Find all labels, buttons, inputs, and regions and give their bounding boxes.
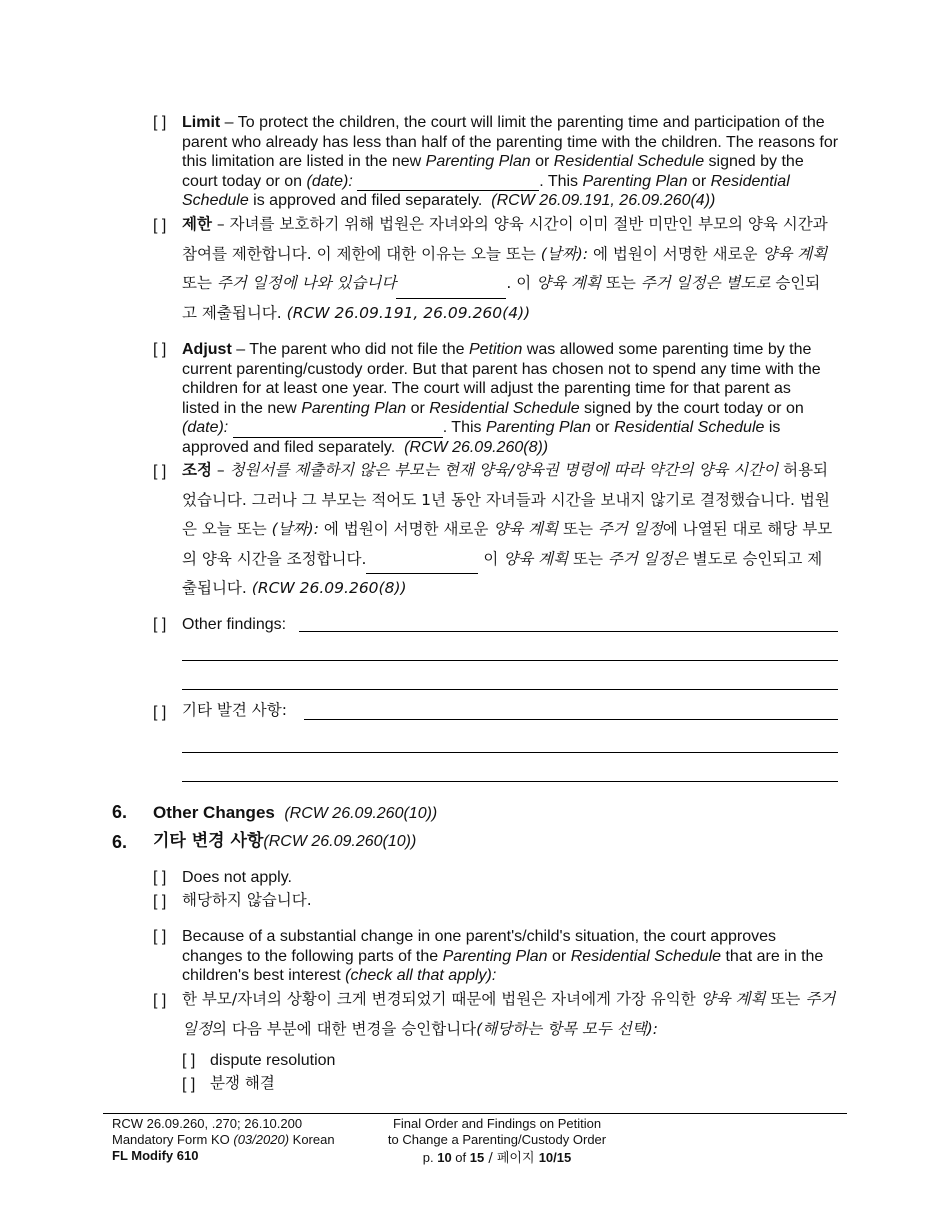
page-number: p. 10 of 15 / 페이지 10/15 — [422, 1150, 572, 1166]
because-checkbox[interactable]: [ ] — [153, 928, 167, 945]
section-6-ko-number: 6. — [112, 832, 128, 852]
adjust-checkbox[interactable]: [ ] — [153, 341, 167, 358]
limit-ko-date-line[interactable] — [396, 284, 506, 299]
other-findings-line-1[interactable] — [299, 631, 838, 632]
section-6-ko-heading: 기타 변경 사항(RCW 26.09.260(10)) — [153, 831, 417, 851]
footer-rule — [103, 1113, 847, 1114]
other-findings-line-2[interactable] — [182, 660, 838, 661]
dispute-label: dispute resolution — [210, 1052, 336, 1069]
other-findings-ko-checkbox[interactable]: [ ] — [153, 704, 167, 721]
footer-left: RCW 26.09.260, .270; 26.10.200 Mandatory Form KO (03/2020) Korean FL Modify 610 — [112, 1116, 335, 1163]
limit-paragraph: Limit – To protect the children, the court will limit the parenting time and participation of the parent who already has less than half of the parenting time with the children. The reasons for this limitation are listed in the new Parenting Plan or Residential Schedule signed by the court today or on (date): . This Parenting Plan or Residential Schedule is approved and filed separately. (RCW 26.09.191, 26.09.260(4)) — [182, 114, 839, 209]
other-findings-ko-label: 기타 발견 사항: — [182, 701, 287, 719]
adjust-ko-paragraph: 조정 – 청원서를 제출하지 않은 부모는 현재 양육/양육권 명령에 따라 약간의 양육 시간이 허용되었습니다. 그러나 그 부모는 적어도 1년 동안 자녀들과 시간을 보내지 않기로 결정했습니다. 법원은 오늘 또는 (날짜): 에 법원이 서명한 새로운 양육 계획 또는 주거 일정에 나열된 대로 해당 부모의 양육 시간을 조정합니다. 이 양육 계획 또는 주거 일정은 별도로 승인되고 제출됩니다. (RCW 26.09.260(8)) — [182, 461, 833, 597]
not-apply-ko-checkbox[interactable]: [ ] — [153, 893, 167, 910]
because-ko-paragraph: 한 부모/자녀의 상황이 크게 변경되었기 때문에 법원은 자녀에게 가장 유익한 양육 계획 또는 주거 일정의 다음 부분에 대한 변경을 승인합니다(해당하는 항목 모두 선택): — [182, 990, 836, 1038]
limit-title: Limit — [182, 114, 221, 131]
section-6-heading: Other Changes (RCW 26.09.260(10)) — [153, 803, 438, 822]
limit-ko-paragraph: 제한 – 자녀를 보호하기 위해 법원은 자녀와의 양육 시간이 이미 절반 미만인 부모의 양육 시간과 참여를 제한합니다. 이 제한에 대한 이유는 오늘 또는 (날짜): 에 법원이 서명한 새로운 양육 계획또는 주거 일정에 나와 있습니다 . 이 양육 계획 또는 주거 일정은 별도로 승인되고 제출됩니다. (RCW 26.09.191, 26.09.260(4)) — [182, 215, 828, 322]
limit-date-line[interactable] — [357, 176, 539, 191]
other-findings-ko-line-1[interactable] — [304, 719, 838, 720]
other-findings-checkbox[interactable]: [ ] — [153, 616, 167, 633]
adjust-ko-checkbox[interactable]: [ ] — [153, 463, 167, 480]
not-apply-checkbox[interactable]: [ ] — [153, 869, 167, 886]
limit-checkbox[interactable]: [ ] — [153, 114, 167, 131]
dispute-ko-checkbox[interactable]: [ ] — [182, 1076, 196, 1093]
other-findings-ko-line-3[interactable] — [182, 781, 838, 782]
because-ko-checkbox[interactable]: [ ] — [153, 992, 167, 1009]
because-paragraph: Because of a substantial change in one parent's/child's situation, the court approves changes to the following parts of the Parenting Plan or Residential Schedule that are in the children's best interest (check all that apply): — [182, 928, 824, 984]
dispute-ko-label: 분쟁 해결 — [210, 1074, 275, 1092]
other-findings-line-3[interactable] — [182, 689, 838, 690]
other-findings-ko-line-2[interactable] — [182, 752, 838, 753]
other-findings-label: Other findings: — [182, 616, 287, 633]
not-apply-ko-label: 해당하지 않습니다. — [182, 891, 312, 909]
adjust-ko-date-line[interactable] — [366, 559, 478, 574]
adjust-date-line[interactable] — [233, 423, 443, 438]
footer-center: Final Order and Findings on Petition to Change a Parenting/Custody Order p. 10 of 15 / 페이지 10/15 — [372, 1116, 622, 1167]
dispute-checkbox[interactable]: [ ] — [182, 1052, 196, 1069]
not-apply-label: Does not apply. — [182, 869, 292, 886]
section-6-number: 6. — [112, 802, 128, 822]
limit-ko-checkbox[interactable]: [ ] — [153, 217, 167, 234]
adjust-paragraph: Adjust – The parent who did not file the Petition was allowed some parenting time by the current parenting/custody order. But that parent has chosen not to spend any time with the children for at least one year. The court will adjust the parenting time for that parent as listed in the new Parenting Plan or Residential Schedule signed by the court today or on (date): . This Parenting Plan or Residential Schedule is approved and filed separately. (RCW 26.09.260(8)) — [182, 341, 821, 456]
